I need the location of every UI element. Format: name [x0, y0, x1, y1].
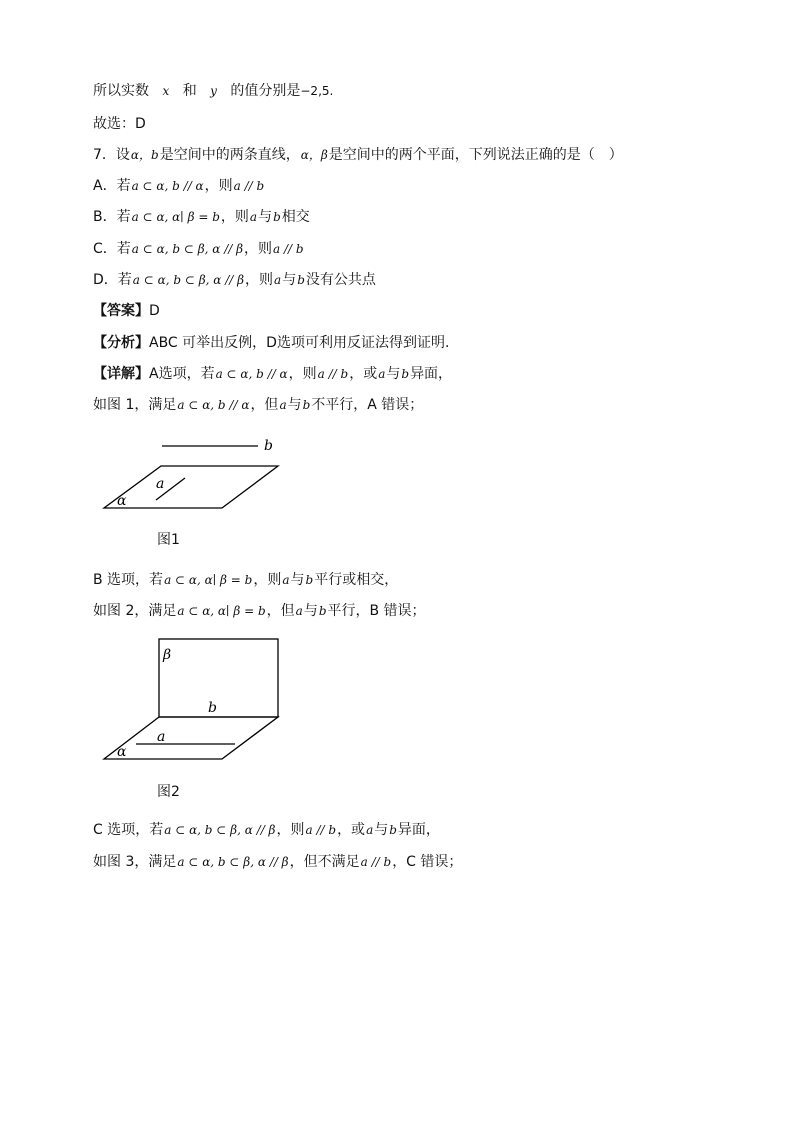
text: 异面， — [397, 822, 440, 838]
text: 与 — [374, 822, 389, 838]
math: a ⊂ α, b // α — [177, 398, 250, 412]
text: 与 — [287, 397, 302, 413]
math: b — [273, 210, 281, 224]
math: b — [302, 398, 311, 412]
answer-choice-line: 故选：D — [93, 116, 146, 132]
text: 如图 2，满足 — [93, 603, 177, 619]
text: C 选项，若 — [93, 822, 164, 838]
math: a // b — [273, 242, 304, 256]
math: a — [279, 398, 287, 412]
answer-value: D — [149, 303, 160, 319]
text: ，但 — [266, 603, 295, 619]
text: ，但不满足 — [289, 854, 360, 870]
math: α，b — [130, 148, 159, 162]
math: a — [366, 823, 374, 837]
text: ，则 — [288, 366, 317, 382]
math: a ⊂ α, b ⊂ β, α // β — [131, 242, 244, 256]
text: B．若 — [93, 209, 131, 225]
text: ，但 — [250, 397, 279, 413]
math: a ⊂ α, b // α — [131, 179, 204, 193]
text: ，或 — [337, 822, 366, 838]
math: a ⊂ α, α∣ β = b — [164, 573, 253, 587]
text: 平行或相交， — [314, 572, 399, 588]
math: a ⊂ α, b // α — [215, 367, 288, 381]
text: 是空间中的两个平面，下列说法正确的是（ ） — [328, 147, 623, 163]
math: a ⊂ α, b ⊂ β, α // β — [132, 273, 245, 287]
math: a ⊂ α, α∣ β = b — [177, 604, 266, 618]
plane-alpha — [104, 466, 278, 508]
text-line — [93, 821, 440, 839]
text: 没有公共点 — [305, 272, 376, 288]
text: D．若 — [93, 272, 132, 288]
label-b: b — [264, 438, 273, 454]
math: α，β — [300, 148, 328, 162]
text: 不平行，A 错误； — [311, 397, 424, 413]
math: b — [318, 604, 327, 618]
answer-tag: 【答案】 — [93, 303, 149, 319]
text: A．若 — [93, 178, 131, 194]
math: a // b — [317, 367, 349, 381]
text: B 选项，若 — [93, 572, 164, 588]
text: ，或 — [349, 366, 378, 382]
figure-1-caption: 图1 — [157, 532, 180, 548]
text: 异面， — [410, 366, 453, 382]
text: 与 — [386, 366, 401, 382]
text: 所以实数 — [93, 83, 149, 99]
text-line — [93, 853, 462, 871]
text: ，则 — [220, 209, 249, 225]
math: a // b — [360, 855, 392, 869]
label-b: b — [208, 700, 217, 716]
text: ，则 — [244, 241, 273, 257]
text: ，则 — [276, 822, 305, 838]
label-beta: β — [163, 647, 172, 663]
label-a: a — [157, 729, 166, 745]
analysis-text: ABC 可举出反例，D选项可利用反证法得到证明. — [149, 335, 450, 351]
math: a — [378, 367, 386, 381]
text: ，则 — [204, 178, 233, 194]
var-x: x — [162, 84, 170, 98]
math: b — [389, 823, 397, 837]
text: ，则 — [253, 572, 282, 588]
math: a — [249, 210, 258, 224]
text: ，则 — [245, 272, 274, 288]
text: 相交 — [281, 209, 310, 225]
text: 如图 1，满足 — [93, 397, 177, 413]
analysis-tag: 【分析】 — [93, 335, 149, 351]
text: 7．设 — [93, 147, 130, 163]
text-line — [93, 571, 398, 589]
label-alpha: α — [117, 744, 127, 760]
math: a // b — [233, 179, 265, 193]
math: a — [282, 573, 290, 587]
math: a ⊂ α, b ⊂ β, α // β — [164, 823, 276, 837]
math: b — [297, 273, 305, 287]
text: 与 — [290, 572, 305, 588]
text: 与 — [258, 209, 273, 225]
text: 是空间中的两条直线， — [159, 147, 300, 163]
math: a ⊂ α, b ⊂ β, α // β — [177, 855, 289, 869]
text: 平行，B 错误； — [327, 603, 426, 619]
text: 如图 3，满足 — [93, 854, 177, 870]
math: a ⊂ α, α∣ β = b — [131, 210, 220, 224]
text-line — [93, 602, 426, 620]
text: 与 — [303, 603, 318, 619]
label-a: a — [156, 476, 165, 492]
detail-tag: 【详解】 — [93, 366, 149, 382]
label-alpha: α — [117, 493, 127, 509]
text: ，C 错误； — [392, 854, 463, 870]
var-y: y — [210, 84, 217, 98]
math: b — [401, 367, 410, 381]
math: a — [274, 273, 282, 287]
math: a — [295, 604, 303, 618]
text: C．若 — [93, 241, 131, 257]
figure-2-caption: 图2 — [157, 784, 180, 800]
text: A选项，若 — [149, 366, 215, 382]
text: 的值分别是 — [230, 83, 301, 99]
math: b — [305, 573, 314, 587]
value: −2,5. — [300, 84, 334, 98]
math: a // b — [305, 823, 337, 837]
text: 与 — [282, 272, 297, 288]
text: 和 — [182, 83, 197, 99]
